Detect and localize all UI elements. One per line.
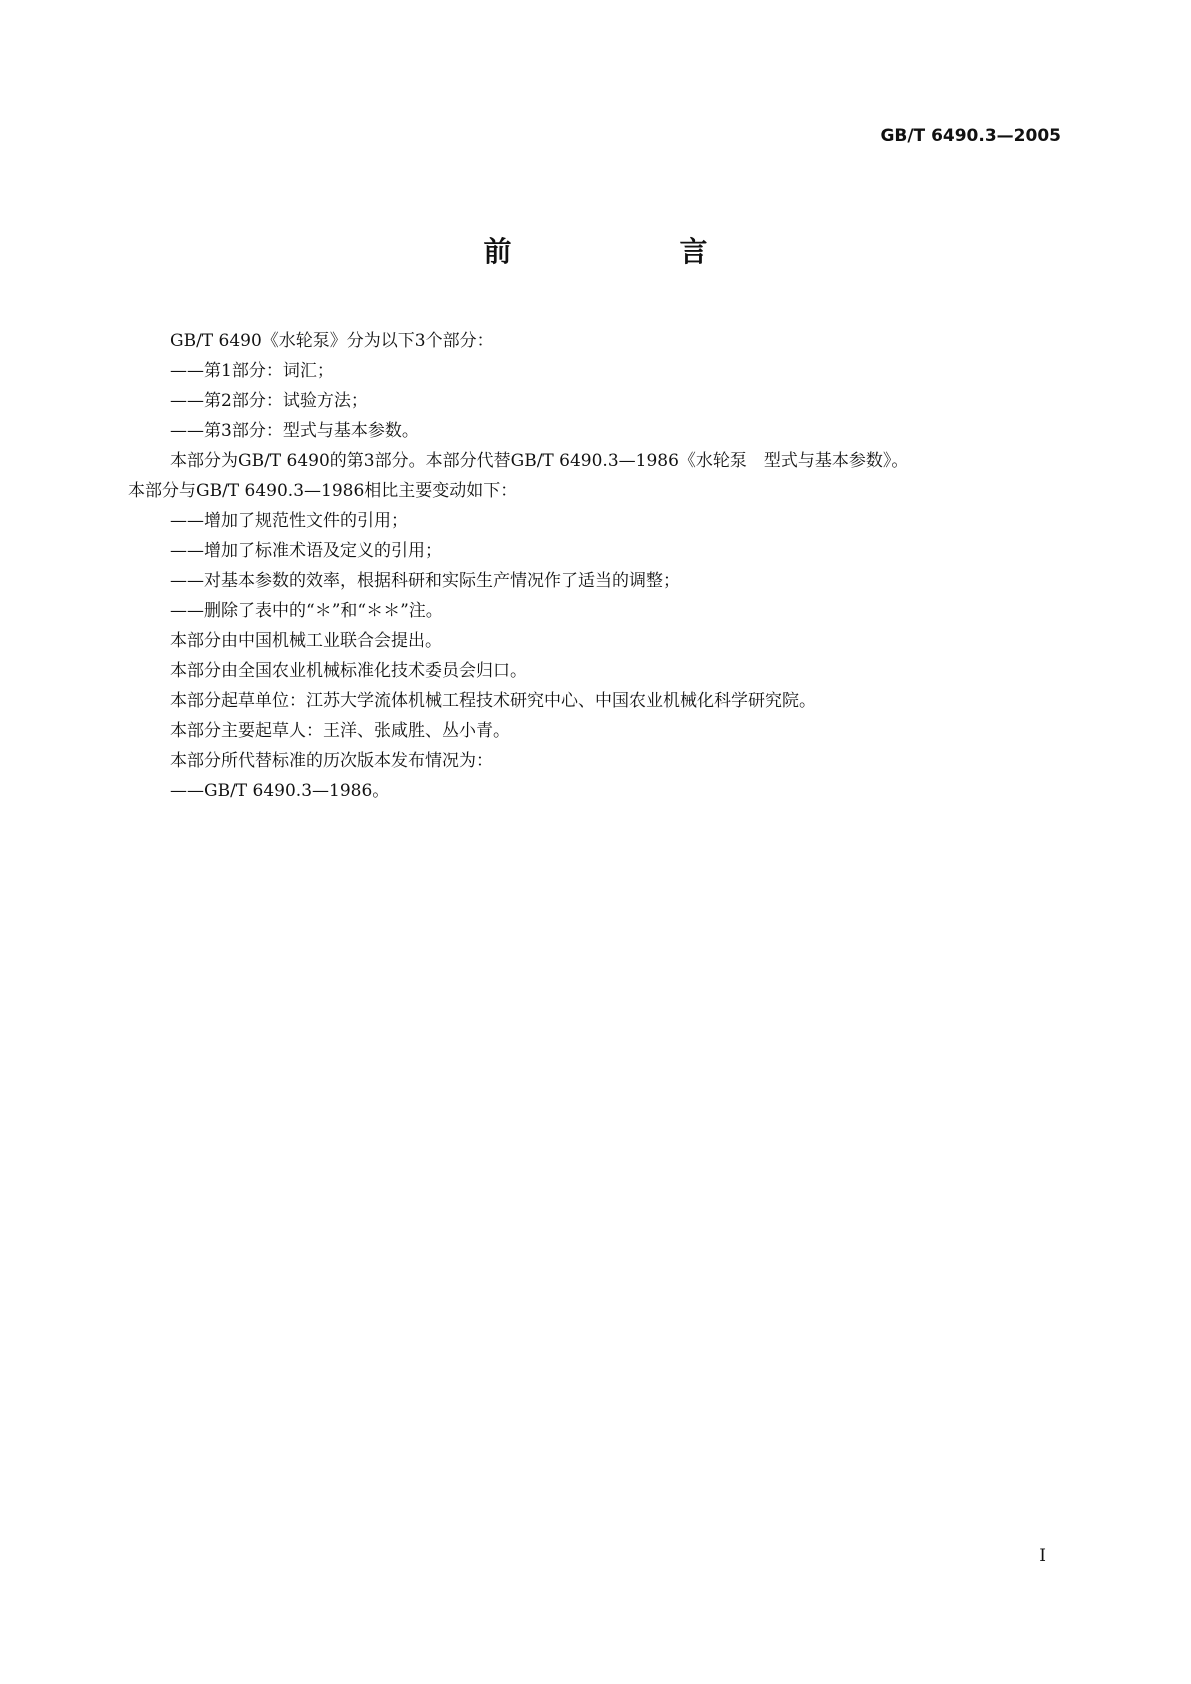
- paragraph-drafters: 本部分主要起草人：王洋、张咸胜、丛小青。: [170, 721, 510, 741]
- page-number: I: [1039, 1546, 1046, 1566]
- list-item-part-1: ——第1部分：词汇；: [170, 361, 334, 381]
- list-item-change-4: ——删除了表中的“＊”和“＊＊”注。: [170, 601, 443, 621]
- standard-code: GB/T 6490.3—2005: [880, 126, 1061, 146]
- paragraph-proposed-by: 本部分由中国机械工业联合会提出。: [170, 631, 442, 651]
- list-item-part-2: ——第2部分：试验方法；: [170, 391, 368, 411]
- foreword-body: [128, 326, 1068, 806]
- paragraph-parts-intro: GB/T 6490《水轮泵》分为以下3个部分：: [170, 331, 494, 351]
- paragraph-changes-intro: 本部分与GB/T 6490.3—1986相比主要变动如下：: [128, 481, 518, 501]
- list-item-history-1: ——GB/T 6490.3—1986。: [170, 781, 390, 801]
- list-item-change-3: ——对基本参数的效率，根据科研和实际生产情况作了适当的调整；: [170, 571, 680, 591]
- list-item-part-3: ——第3部分：型式与基本参数。: [170, 421, 419, 441]
- list-item-change-2: ——增加了标准术语及定义的引用；: [170, 541, 442, 561]
- page-title: 前 言: [483, 235, 778, 268]
- list-item-change-1: ——增加了规范性文件的引用；: [170, 511, 408, 531]
- paragraph-drafting-units: 本部分起草单位：江苏大学流体机械工程技术研究中心、中国农业机械化科学研究院。: [170, 691, 816, 711]
- paragraph-history-intro: 本部分所代替标准的历次版本发布情况为：: [170, 751, 493, 771]
- paragraph-centralized-by: 本部分由全国农业机械标准化技术委员会归口。: [170, 661, 527, 681]
- paragraph-replaces: 本部分为GB/T 6490的第3部分。本部分代替GB/T 6490.3—1986《水轮泵 型式与基本参数》。: [170, 451, 909, 471]
